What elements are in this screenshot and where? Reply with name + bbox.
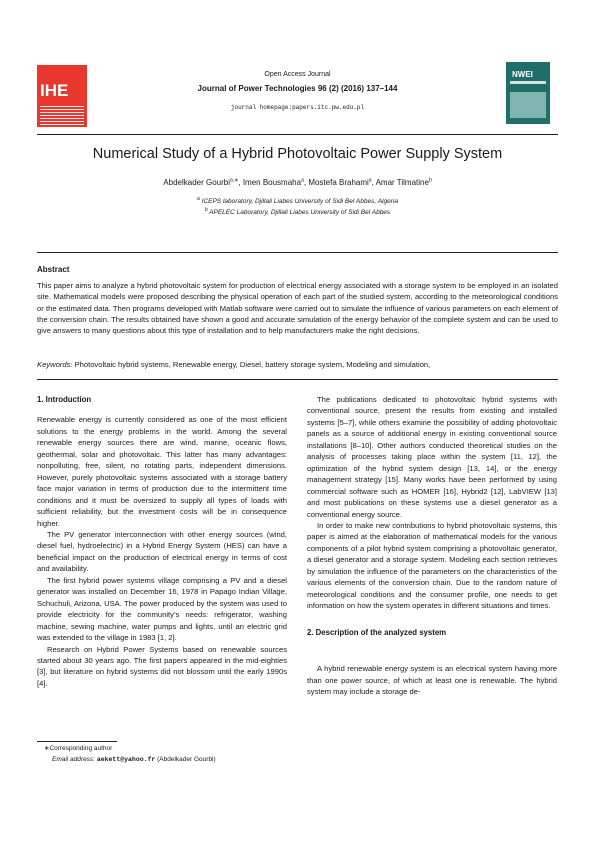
paragraph: Renewable energy is currently considered as one of the most efficient solutions to the energy problems in the world. Among the several renewable energy sources there are wind, marine, oceanic flows, geothermal, solar and photovoltaic. This latter has many advantages: nonpolluting, free, silent, no rotating parts, independent dimensions. However, purely photovoltaic systems associated with a storage battery face major variation in terms of production due to the intermittent time conditions and it must be oversized to supply all types of loads with sufficient reliability, but the investment costs will be in consequence higher. [37, 415, 287, 528]
footnote-rule [37, 741, 117, 742]
keywords-text: Photovoltaic hybrid systems, Renewable energy, Diesel, battery storage system, Modeling and simulation, [74, 360, 431, 369]
footnote-email [52, 756, 216, 763]
email-name: (Abdelkader Gourbi) [157, 756, 216, 763]
affiliation-a: $^a$ ICEPS laboratory, Djillali Liabes University of Sidi Bel Abbes, Algeria [197, 195, 398, 205]
left-column [37, 394, 287, 689]
header-rule [37, 134, 558, 135]
abstract-top-rule [37, 252, 558, 253]
journal-logo-right [506, 62, 550, 124]
footnote-corresponding: ∗Corresponding author [44, 745, 113, 752]
paragraph: The first hybrid power systems village comprising a PV and a diesel generator was installed on December 16, 1978 in Papago Indian Village, Schuchuli, Arizona, USA. The power produced by the system was used to provide electricity for the community’s needs: refrigerator, washing machine, sewing machine, water pumps and lights, until an electric grid was extended to the village in 1983 [1, 2]. [37, 575, 287, 643]
paper-title: Numerical Study of a Hybrid Photovoltaic Power Supply System [92, 146, 503, 162]
paragraph: Research on Hybrid Power Systems based on renewable sources started about 30 years ago. The first papers appeared in the mid-eighties [3], but literature on hybrid systems did not blossom until the early 1990s [4]. [37, 644, 287, 688]
logo-right-lettering: NWEI [512, 70, 533, 79]
logo-image [510, 92, 546, 118]
abstract-text: This paper aims to analyze a hybrid photovoltaic system for production of electrical energy associated with a storage system to be employed in an isolated site. Mathematical models were proposed describing the physical operation of each part of the studied system, according to the meteorological conditions or the estimated data. Then programs developed with Matlab software were carried out to simulate the influence of various parameters on each element of the conversion chain. The results obtained have shown a good and accurate simulation of the energy behavior of the complete system and can be used to give answers to many questions about this type of installation and to help manufacturers make the right decisions. [37, 281, 558, 336]
journal-logo-left [37, 65, 87, 127]
section-heading-introduction: 1. Introduction [37, 395, 92, 404]
affiliation-b: $^b$ APELEC Laboratory, Djillali Liabes University of Sidi Bel Abbes [204, 206, 391, 216]
keywords-label: Keywords: [37, 360, 73, 369]
author-2: Imen Bousmaha [242, 178, 302, 187]
open-access-label: Open Access Journal [264, 71, 331, 78]
author-1: Abdelkader Gourbi [163, 178, 230, 187]
right-column [307, 394, 557, 697]
email-link[interactable]: aekett@yahoo.fr [96, 756, 156, 763]
journal-homepage[interactable]: journal homepage:papers.itc.pw.edu.pl [230, 104, 365, 111]
paragraph: A hybrid renewable energy system is an electrical system having more than one power source, of which at least one is renewable. The hybrid system may include a storage de- [307, 664, 557, 696]
author-list: Abdelkader Gourbi$^{a,∗}$, Imen Bousmaha$^a$, Mostefa Brahami$^a$, Amar Tilmatine$^b$ [163, 177, 432, 187]
email-label: Email address: [52, 756, 95, 763]
logo-stripes [40, 105, 84, 125]
logo-lettering: IHE [40, 81, 69, 100]
paragraph: The PV generator interconnection with other energy sources (wind, diesel fuel, hydroelectric) in a Hybrid Energy System (HES) can have a beneficial impact on the production of electrical energy in terms of cost and availability. [37, 529, 287, 574]
author-3: Mostefa Brahami [308, 178, 369, 187]
journal-name: Journal of Power Technologies 96 (2) (2016) 137–144 [197, 84, 398, 93]
author-4: Amar Tilmatine [375, 178, 429, 187]
paragraph: The publications dedicated to photovoltaic hybrid systems with conventional source, present the results from existing and installed systems [5–7], while others examine the possibility of adding photovoltaic panels as a source of additional energy in existing conventional source installations [8–10]. Other authors conducted theoretical studies on the analysis of processes taking place within the system [11, 12], the optimization of the hybrid system design [13, 14], or the energy management strategy [15]. Many works have been performed by using commercial software such as HOMER [16], Hybrid2 [12], LabVIEW [13] and most publications on these systems use a diesel generator as a conventional energy source. [307, 395, 557, 519]
section-heading-description: 2. Description of the analyzed system [307, 627, 447, 637]
abstract-heading: Abstract [37, 265, 70, 274]
paragraph: In order to make new contributions to hybrid photovoltaic systems, this paper is aimed at the elaboration of mathematical models for the various components of a pilot hybrid system comprising a photovoltaic generator, a diesel generator and a storage system. Modeling each section retrieves by simulation the influence of the parameters on the characteristics of the various elements of the conversion chain. Due to the random nature of meteorological conditions and the consumer profile, one needs to get information on how the system operates in different situations and times. [307, 520, 557, 611]
abstract-bottom-rule [37, 379, 558, 380]
keywords [37, 360, 558, 369]
